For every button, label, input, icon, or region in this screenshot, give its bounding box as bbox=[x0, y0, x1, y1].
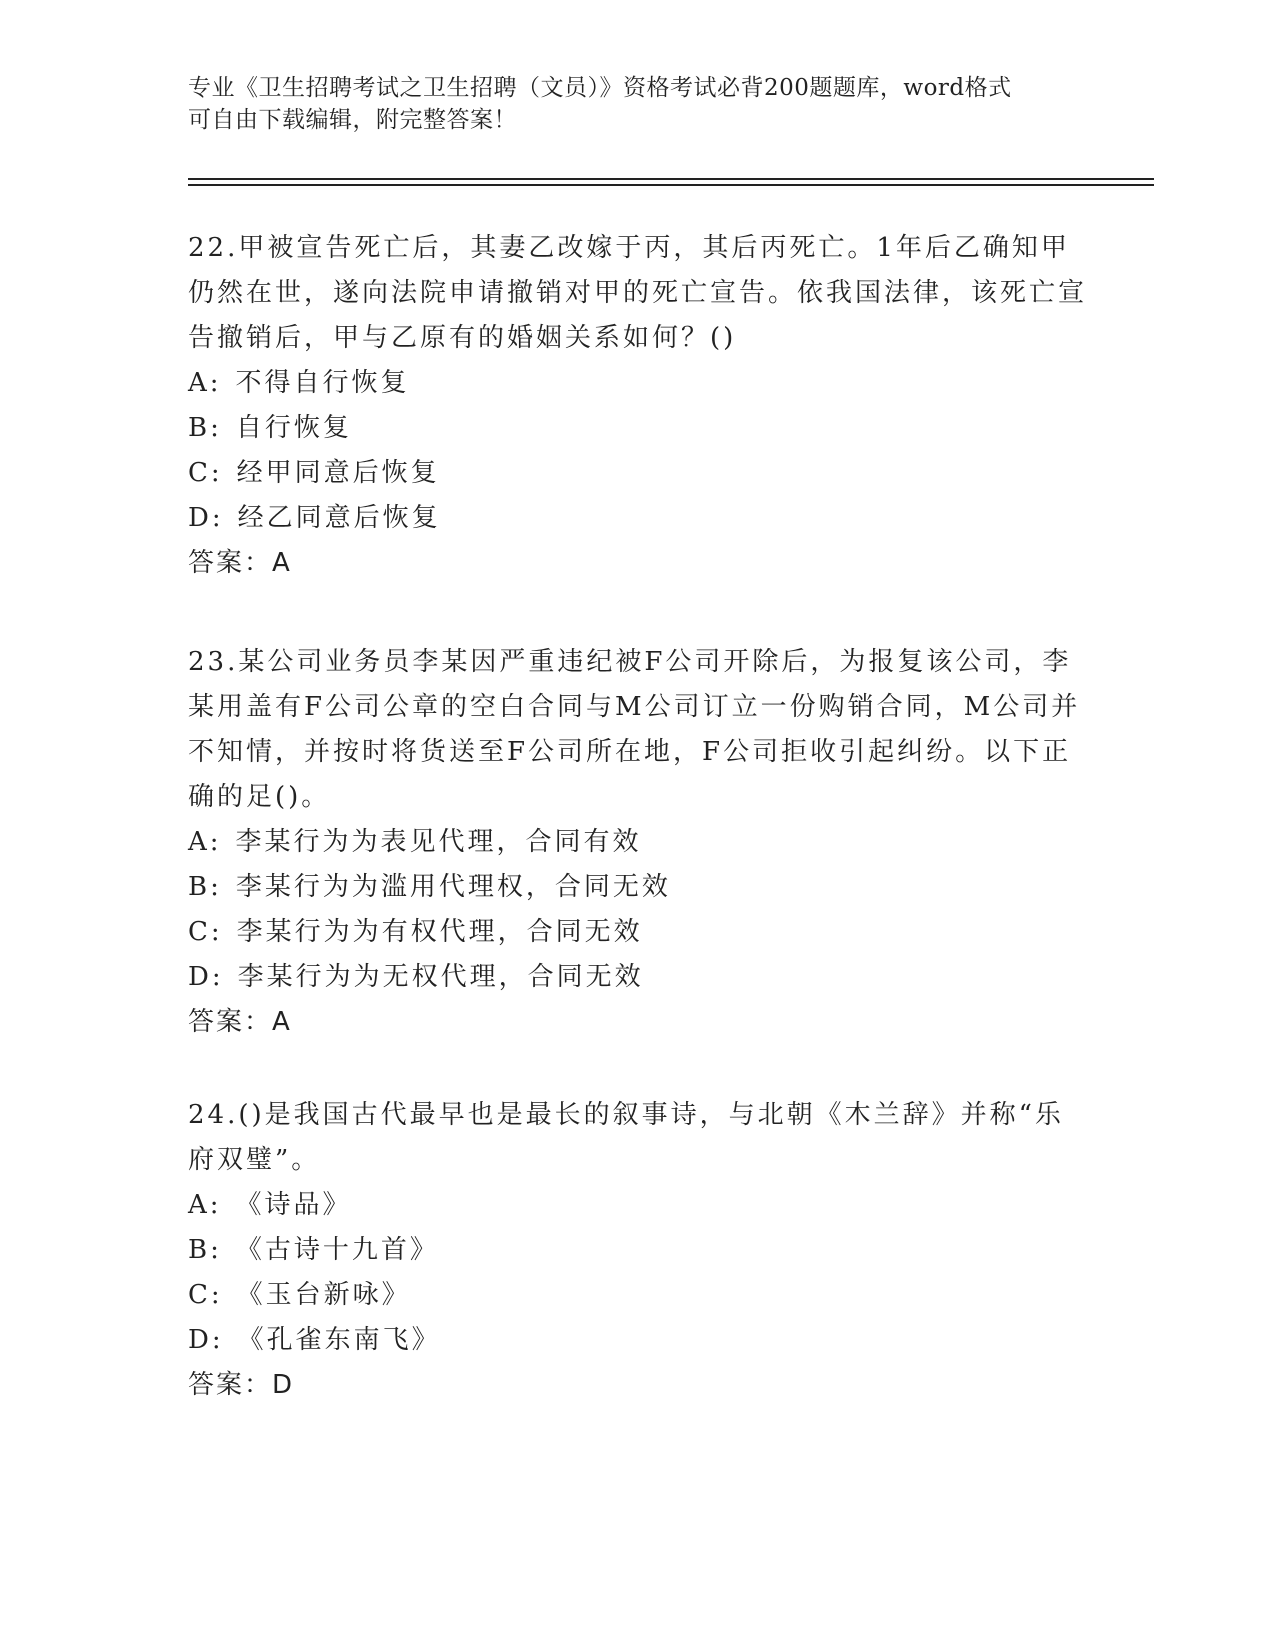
option-text: 李某行为为无权代理，合同无效 bbox=[237, 962, 644, 992]
question-text: 22.甲被宣告死亡后，其妻乙改嫁于丙，其后丙死亡。1年后乙确知甲仍然在世，遂向法院申请撤销对甲的死亡宣告。依我国法律，该死亡宣告撤销后，甲与乙原有的婚姻关系如何？() bbox=[188, 233, 1088, 353]
option-a bbox=[188, 1183, 1088, 1228]
option-letter: D: bbox=[188, 1325, 224, 1355]
option-text: 不得自行恢复 bbox=[235, 368, 410, 398]
option-c bbox=[188, 451, 1088, 496]
option-text: 自行恢复 bbox=[235, 413, 352, 443]
option-letter: D: bbox=[188, 962, 224, 992]
option-text: 经乙同意后恢复 bbox=[237, 503, 441, 533]
option-text: 李某行为为滥用代理权，合同无效 bbox=[235, 872, 671, 902]
option-letter: C: bbox=[188, 458, 223, 488]
option-letter: D: bbox=[188, 503, 224, 533]
option-letter: A: bbox=[188, 368, 222, 398]
option-letter: A: bbox=[188, 1190, 222, 1220]
question-22 bbox=[188, 226, 1088, 586]
question-text: 24.()是我国古代最早也是最长的叙事诗，与北朝《木兰辞》并称“乐府双璧”。 bbox=[188, 1100, 1064, 1175]
question-text: 23.某公司业务员李某因严重违纪被F公司开除后，为报复该公司，李某用盖有F公司公章的空白合同与M公司订立一份购销合同，M公司并不知情，并按时将货送至F公司所在地，F公司拒收引起纠纷。以下正确的足()。 bbox=[188, 647, 1081, 812]
answer-line: 答案：A bbox=[188, 548, 292, 578]
option-a bbox=[188, 361, 1088, 406]
option-b bbox=[188, 1228, 1088, 1273]
answer-line: 答案：A bbox=[188, 1007, 292, 1037]
option-letter: C: bbox=[188, 917, 223, 947]
option-text: 经甲同意后恢复 bbox=[236, 458, 440, 488]
answer-line: 答案：D bbox=[188, 1370, 295, 1400]
option-d bbox=[188, 1318, 1088, 1363]
option-letter: B: bbox=[188, 413, 222, 443]
option-text: 李某行为为表见代理，合同有效 bbox=[235, 827, 642, 857]
option-d bbox=[188, 496, 1088, 541]
header-title-line-1: 专业《卫生招聘考试之卫生招聘（文员）》资格考试必背200题题库，word格式 bbox=[188, 75, 1012, 101]
option-letter: A: bbox=[188, 827, 222, 857]
question-24 bbox=[188, 1093, 1088, 1408]
option-letter: B: bbox=[188, 872, 222, 902]
option-text: 《孔雀东南飞》 bbox=[237, 1325, 441, 1355]
option-text: 李某行为为有权代理，合同无效 bbox=[236, 917, 643, 947]
option-letter: C: bbox=[188, 1280, 223, 1310]
option-a bbox=[188, 820, 1088, 865]
option-c bbox=[188, 910, 1088, 955]
option-text: 《古诗十九首》 bbox=[235, 1235, 439, 1265]
document-header bbox=[188, 72, 1068, 136]
option-text: 《诗品》 bbox=[235, 1190, 352, 1220]
header-divider bbox=[188, 178, 1154, 186]
option-b bbox=[188, 406, 1088, 451]
header-title-line-2: 可自由下载编辑，附完整答案！ bbox=[188, 107, 517, 133]
option-text: 《玉台新咏》 bbox=[236, 1280, 411, 1310]
question-23 bbox=[188, 640, 1088, 1045]
option-c bbox=[188, 1273, 1088, 1318]
option-letter: B: bbox=[188, 1235, 222, 1265]
option-d bbox=[188, 955, 1088, 1000]
option-b bbox=[188, 865, 1088, 910]
